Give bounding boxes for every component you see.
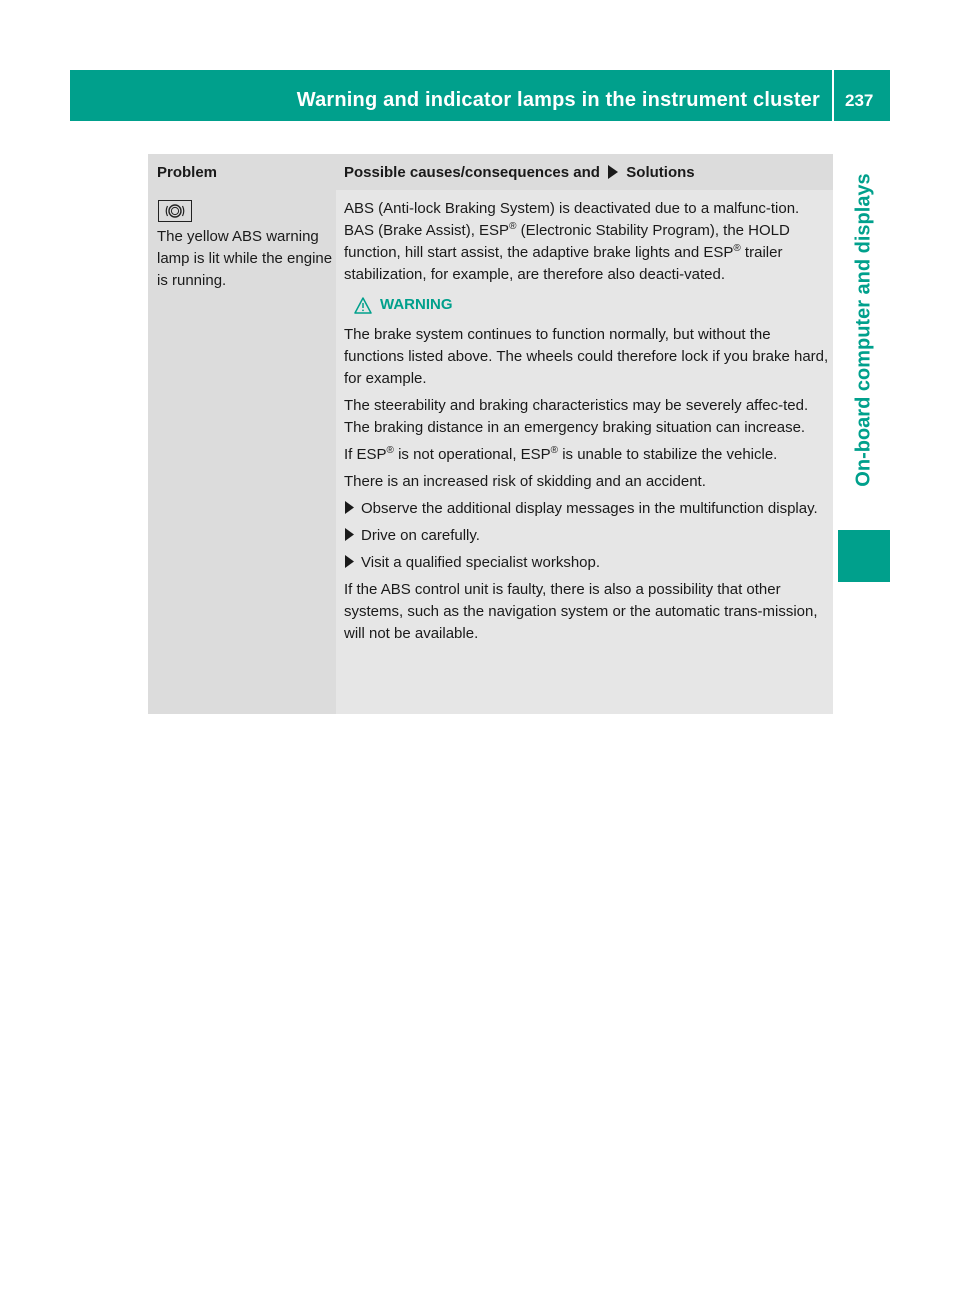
- arrow-right-icon: [344, 555, 355, 568]
- section-tab-label: On-board computer and displays: [852, 173, 875, 487]
- problem-solution-table: [148, 154, 833, 714]
- solution-cell: [344, 198, 829, 645]
- cause-text-part: ABS (Anti-lock Braking System) is deactivated due to a malfunc-tion. BAS (Brake Assist), ESP: [344, 200, 800, 239]
- warning-heading: [344, 294, 829, 316]
- registered-mark: ®: [733, 243, 741, 254]
- cause-paragraph: [344, 198, 829, 286]
- page-header: [70, 70, 890, 121]
- esp-paragraph: [344, 444, 829, 466]
- arrow-right-icon: [607, 165, 619, 179]
- table-header: [148, 154, 833, 190]
- warning-paragraph: The brake system continues to function normally, but without the functions listed above. The wheels could therefore lock if you brake hard, for example.: [344, 326, 829, 387]
- abs-warning-lamp-icon: [158, 200, 192, 222]
- column-header-solutions: [344, 162, 695, 184]
- action-step: [344, 525, 829, 547]
- problem-description: The yellow ABS warning lamp is lit while the engine is running.: [157, 228, 333, 289]
- esp-text-part: is not operational, ESP: [393, 446, 551, 463]
- action-step-text: Observe the additional display messages in the multifunction display.: [361, 500, 818, 517]
- header-title: Warning and indicator lamps in the instrument cluster: [296, 89, 820, 111]
- problem-cell: [148, 190, 336, 714]
- action-step: [344, 552, 829, 574]
- cause-text-part: trailer stabilization, for example, are therefore also deacti-vated.: [344, 244, 783, 283]
- registered-mark: ®: [509, 221, 517, 232]
- registered-mark: ®: [550, 445, 559, 456]
- column-header-solutions-lead: Possible causes/consequences and: [344, 164, 600, 181]
- action-step: [344, 498, 829, 520]
- risk-paragraph: There is an increased risk of skidding and an accident.: [344, 473, 706, 490]
- column-header-solutions-tail: Solutions: [626, 164, 695, 181]
- column-header-problem: Problem: [157, 164, 218, 181]
- closing-paragraph: If the ABS control unit is faulty, there is also a possibility that other systems, such as the navigation system or the automatic trans-mission, will not be available.: [344, 581, 818, 642]
- section-tab: [838, 140, 890, 520]
- esp-text-part: is unable to stabilize the vehicle.: [558, 446, 778, 463]
- esp-text-part: If ESP: [344, 446, 387, 463]
- cause-text-part: (Electronic Stability Program), the HOLD function, hill start assist, the adaptive brake lights and ESP: [344, 222, 790, 261]
- warning-label: WARNING: [380, 296, 453, 313]
- action-step-text: Drive on carefully.: [361, 527, 480, 544]
- warning-triangle-icon: [354, 297, 372, 314]
- section-marker: [838, 530, 890, 582]
- registered-mark: ®: [386, 445, 394, 456]
- page-number: 237: [845, 91, 874, 110]
- header-divider: [832, 70, 834, 121]
- action-step-text: Visit a qualified specialist workshop.: [361, 554, 601, 571]
- warning-paragraph: The steerability and braking characteristics may be severely affec-ted. The braking distance in an emergency braking situation can increase.: [344, 397, 809, 436]
- arrow-right-icon: [344, 501, 355, 514]
- arrow-right-icon: [344, 528, 355, 541]
